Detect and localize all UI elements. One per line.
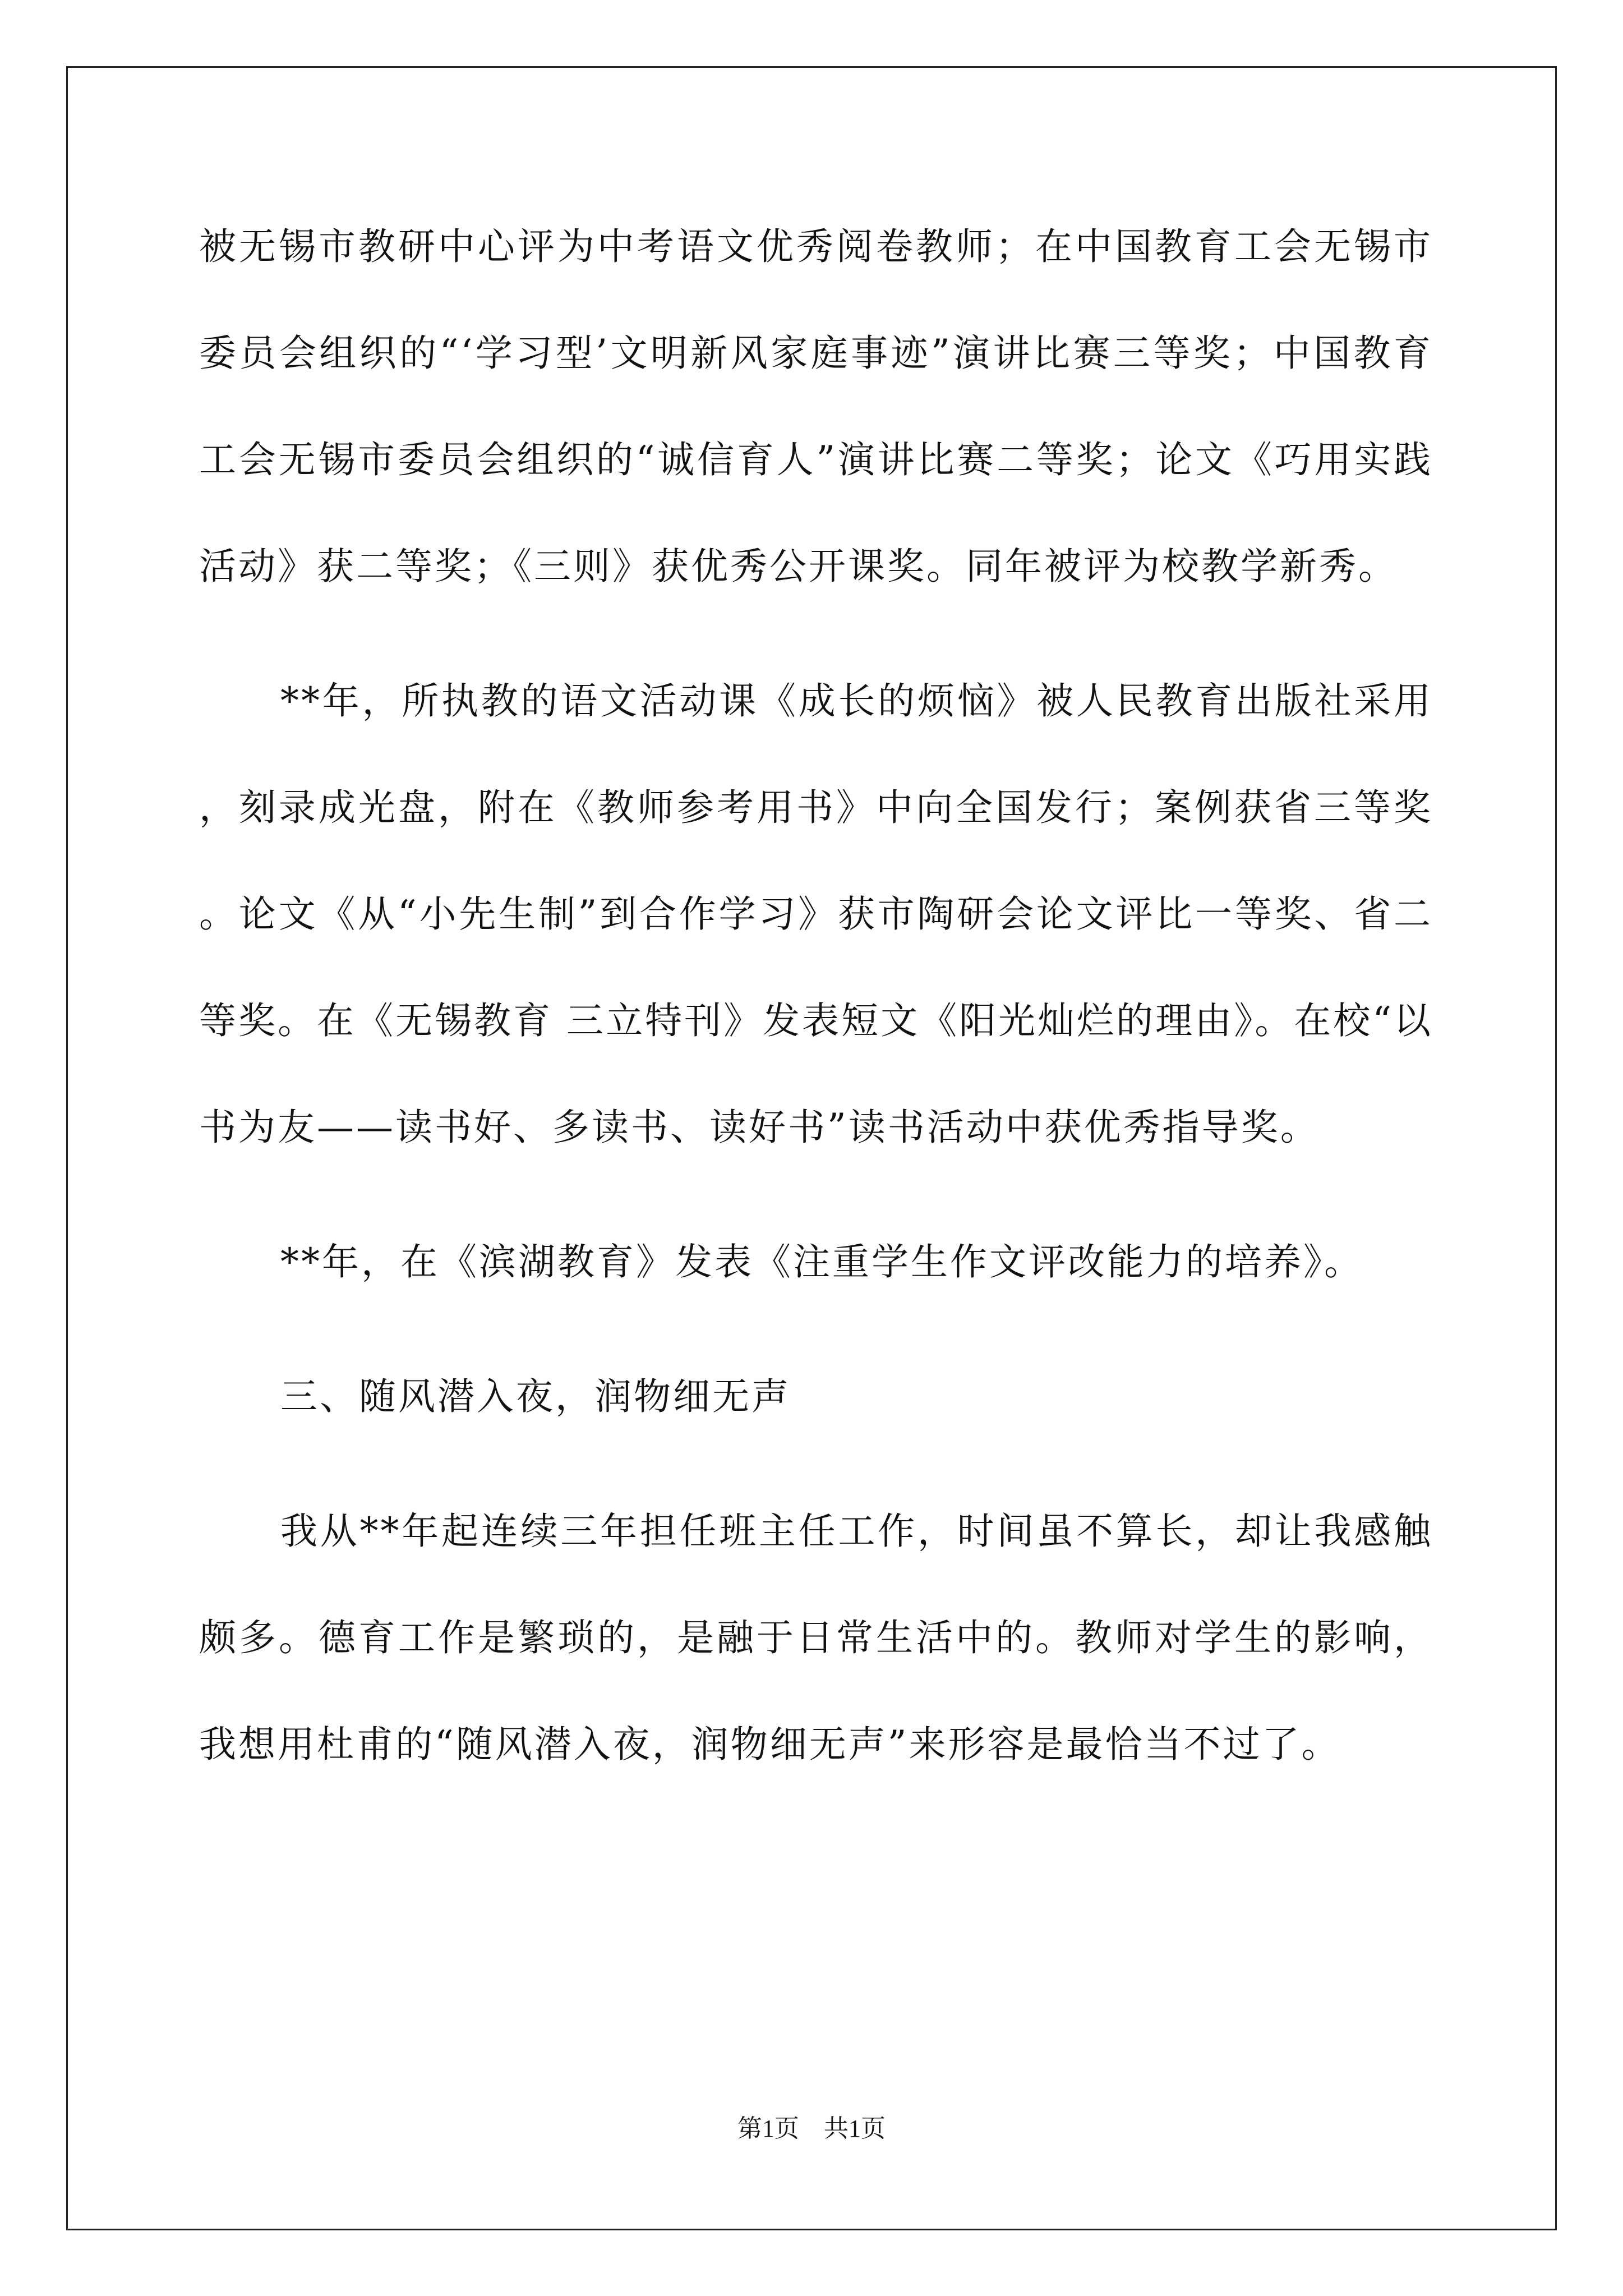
section-heading-three: 三、随风潜入夜，润物细无声: [280, 1375, 791, 1418]
paragraph-year-publication: **年，在《滨湖教育》发表《注重学生作文评改能力的培养》。: [280, 1240, 1363, 1283]
paragraph-class-teacher: 我从**年起连续三年担任班主任工作，时间虽不算长，却让我感触颇多。德育工作是繁琐的，是融于日常生活中的。教师对学生的影响，我想用杜甫的“随风潜入夜，润物细无声”来形容是最恰当不过了。: [199, 1510, 1433, 1766]
paragraph-awards-continued: 被无锡市教研中心评为中考语文优秀阅卷教师；在中国教育工会无锡市委员会组织的“‘学习型’文明新风家庭事迹”演讲比赛三等奖；中国教育工会无锡市委员会组织的“诚信育人”演讲比赛二等奖；论文《巧用实践活动》获二等奖；《三则》获优秀公开课奖。同年被评为校教学新秀。: [199, 225, 1433, 588]
page-number-footer: 第1页 共1页: [737, 2115, 886, 2142]
paragraph-year-activity-course: **年，所执教的语文活动课《成长的烦恼》被人民教育出版社采用，刻录成光盘，附在《教师参考用书》中向全国发行；案例获省三等奖。论文《从“小先生制”到合作学习》获市陶研会论文评比一等奖、省二等奖。在《无锡教育 三立特刊》发表短文《阳光灿烂的理由》。在校“以书为友——读书好、多读书、读好书”读书活动中获优秀指导奖。: [199, 679, 1433, 1149]
document-body: [199, 194, 1433, 1826]
